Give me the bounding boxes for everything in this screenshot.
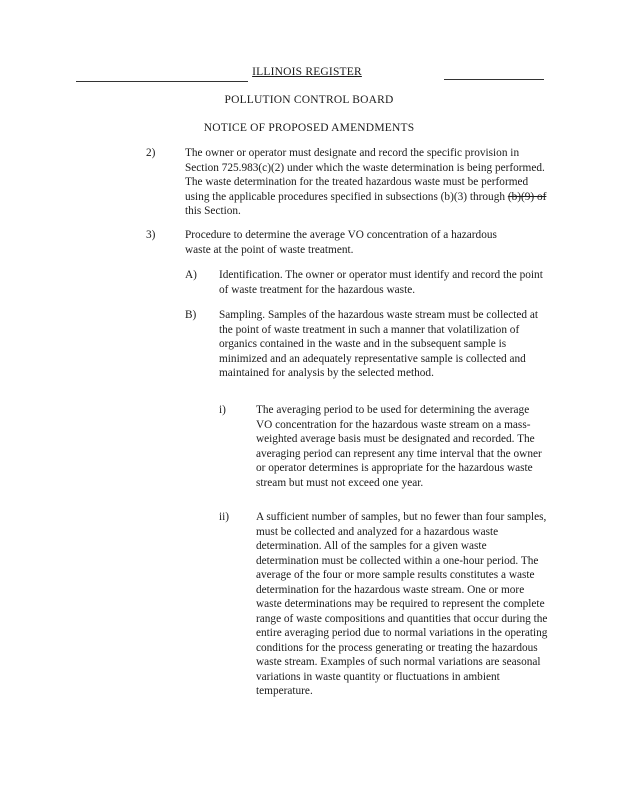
header-rule-right xyxy=(444,79,544,80)
item-2-text-b: this Section. xyxy=(185,205,241,217)
item-a-paragraph: Identification. The owner or operator must identify and record the point of waste treatment for the hazardous waste. xyxy=(219,269,543,296)
notice-title: NOTICE OF PROPOSED AMENDMENTS xyxy=(203,122,415,134)
item-2-struck-text: (b)(9) of xyxy=(507,190,547,203)
item-2-text-a: The owner or operator must designate and record the specific provision in Section 725.983(c)(2) under which the waste determination is being performed. The waste determination for the treated hazardous waste must be performed using the applicable procedures specified in subsections (b)(3) through xyxy=(185,147,545,203)
item-ii-number: ii) xyxy=(219,511,230,523)
item-2-number: 2) xyxy=(146,147,156,159)
item-b-number: B) xyxy=(185,309,197,321)
item-i-paragraph: The averaging period to be used for determining the average VO concentration for the hazardous waste stream on a mass-weighted average basis must be designated and recorded. The averaging period can represent any time interval that the owner or operator determines is appropriate for the hazardous waste stream but must not exceed one year. xyxy=(256,404,542,489)
item-b-paragraph: Sampling. Samples of the hazardous waste stream must be collected at the point of waste treatment in such a manner that volatilization of organics contained in the waste and in the subsequent sample is minimized and an adequately representative sample is collected and maintained for analysis by the selected method. xyxy=(219,309,539,379)
item-i-number: i) xyxy=(219,404,226,416)
item-ii-paragraph: A sufficient number of samples, but no fewer than four samples, must be collected and analyzed for a hazardous waste determination. All of the samples for a given waste determination must be collected within a one-hour period. The average of the four or more sample results constitutes a waste determination for the hazardous waste stream. One or more waste determinations may be required to represent the complete range of waste compositions and quantities that occur during the entire averaging period due to normal variations in the operating conditions for the process generating or treating the hazardous waste stream. Examples of such normal variations are seasonal variations in waste quantity or fluctuations in ambient temperature. xyxy=(256,511,548,697)
item-3-paragraph: Procedure to determine the average VO concentration of a hazardous waste at the point of waste treatment. xyxy=(185,229,497,256)
header-rule-left xyxy=(76,81,248,82)
register-title: ILLINOIS REGISTER xyxy=(252,66,362,78)
item-2-paragraph xyxy=(185,146,547,219)
item-3-number: 3) xyxy=(146,229,156,241)
item-a-number: A) xyxy=(185,269,197,281)
board-title: POLLUTION CONTROL BOARD xyxy=(224,94,394,106)
